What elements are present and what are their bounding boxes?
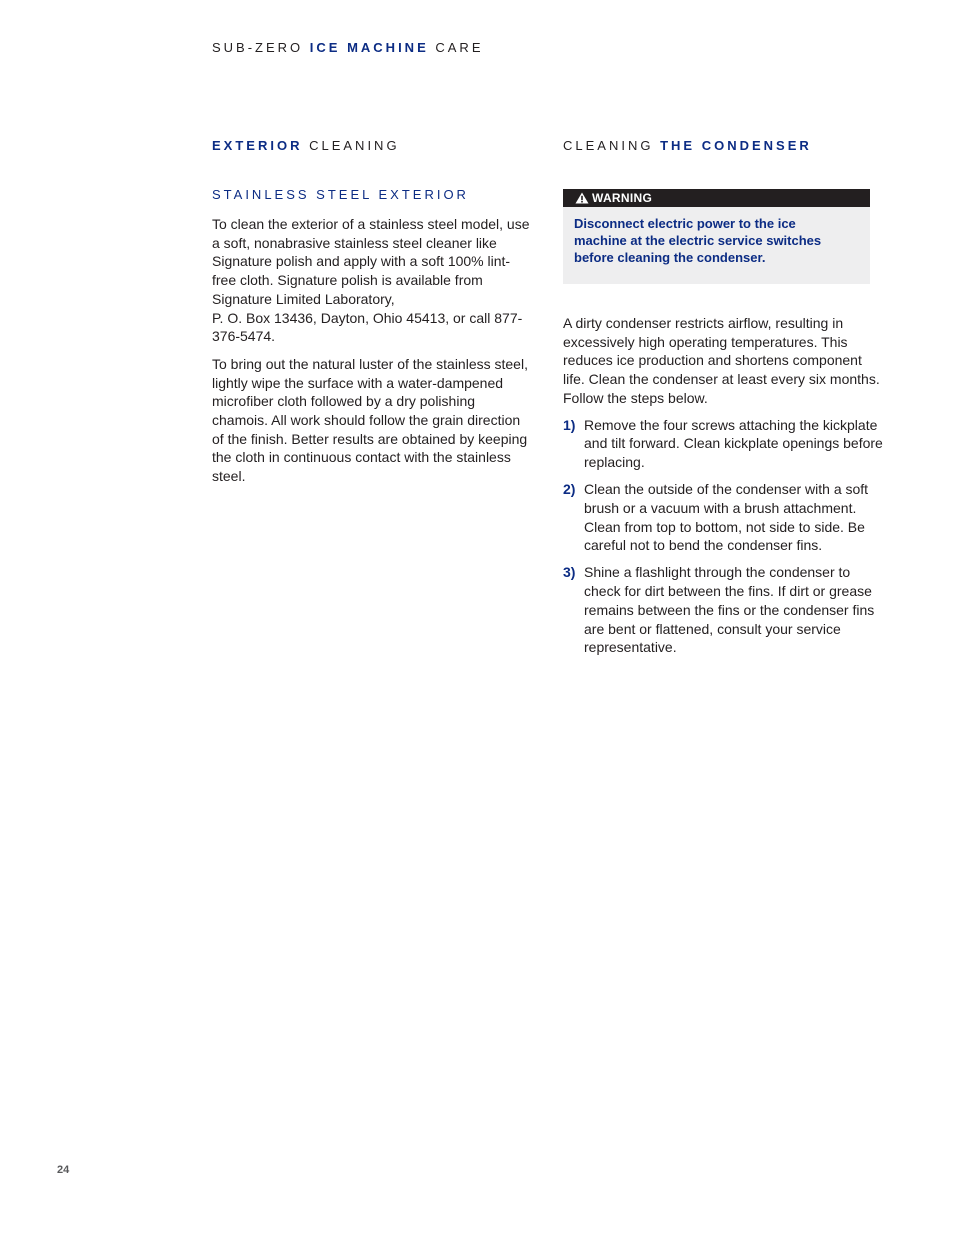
heading-rest: CLEANING xyxy=(309,138,400,153)
list-item xyxy=(563,416,885,472)
header-title-accent: ICE MACHINE xyxy=(309,40,429,55)
condenser-intro: A dirty condenser restricts airflow, resulting in excessively high operating temperatures. This reduces ice production and shortens component life. Clean the condenser at least every six months. Follow the steps below. xyxy=(563,315,880,406)
list-item xyxy=(563,563,885,657)
warning-line: Disconnect electric power to the ice xyxy=(574,216,796,231)
list-item xyxy=(563,480,885,555)
heading-rest: CLEANING xyxy=(563,138,654,153)
left-column xyxy=(212,138,532,486)
paragraph-line: To clean the exterior of a stainless steel model, use a soft, nonabrasive stainless steel cleaner like Signature polish and apply with a soft 100% lint-free cloth. Signature polish is available from Signature Limited Laboratory, xyxy=(212,216,530,307)
step-number: 3) xyxy=(563,564,576,581)
paragraph-line: P. O. Box 13436, Dayton, Ohio 45413, or call 877-376-5474. xyxy=(212,309,523,345)
stainless-paragraph-1 xyxy=(212,215,532,346)
warning-triangle-icon xyxy=(575,192,589,204)
warning-line: machine at the electric service switches xyxy=(574,233,822,248)
stainless-steel-subheading: STAINLESS STEEL EXTERIOR xyxy=(212,187,469,202)
step-number: 1) xyxy=(563,416,576,433)
warning-bar xyxy=(563,189,870,207)
condenser-steps-list xyxy=(563,416,885,657)
right-column xyxy=(563,138,885,665)
step-text: Clean the outside of the condenser with a soft brush or a vacuum with a brush attachment. Clean from top to bottom, not side to side. Be careful not to bend the condenser fins. xyxy=(584,481,869,554)
step-number: 2) xyxy=(563,481,576,498)
heading-accent: EXTERIOR xyxy=(212,138,303,153)
step-text: Remove the four screws attaching the kickplate and tilt forward. Clean kickplate openings before replacing. xyxy=(584,416,883,470)
step-text: Shine a flashlight through the condenser to check for dirt between the fins. If dirt or grease remains between the fins or the condenser fins are bent or flattened, consult your service representative. xyxy=(584,564,875,656)
warning-box xyxy=(563,189,870,284)
page-number: 24 xyxy=(57,1164,70,1176)
heading-accent: THE CONDENSER xyxy=(660,138,812,153)
warning-line: before cleaning the condenser. xyxy=(574,250,766,265)
running-header xyxy=(212,40,484,55)
warning-message xyxy=(563,207,870,266)
header-title-rest: CARE xyxy=(435,40,484,55)
warning-label: WARNING xyxy=(592,191,653,205)
stainless-paragraph-2: To bring out the natural luster of the stainless steel, lightly wipe the surface with a water-dampened microfiber cloth followed by a dry polishing chamois. All work should follow the grain direction of the finish. Better results are obtained by keeping the cloth in continuous contact with the stainless steel. xyxy=(212,355,528,485)
header-brand: SUB-ZERO xyxy=(212,40,304,55)
cleaning-condenser-heading xyxy=(563,138,885,154)
exterior-cleaning-heading xyxy=(212,138,532,154)
